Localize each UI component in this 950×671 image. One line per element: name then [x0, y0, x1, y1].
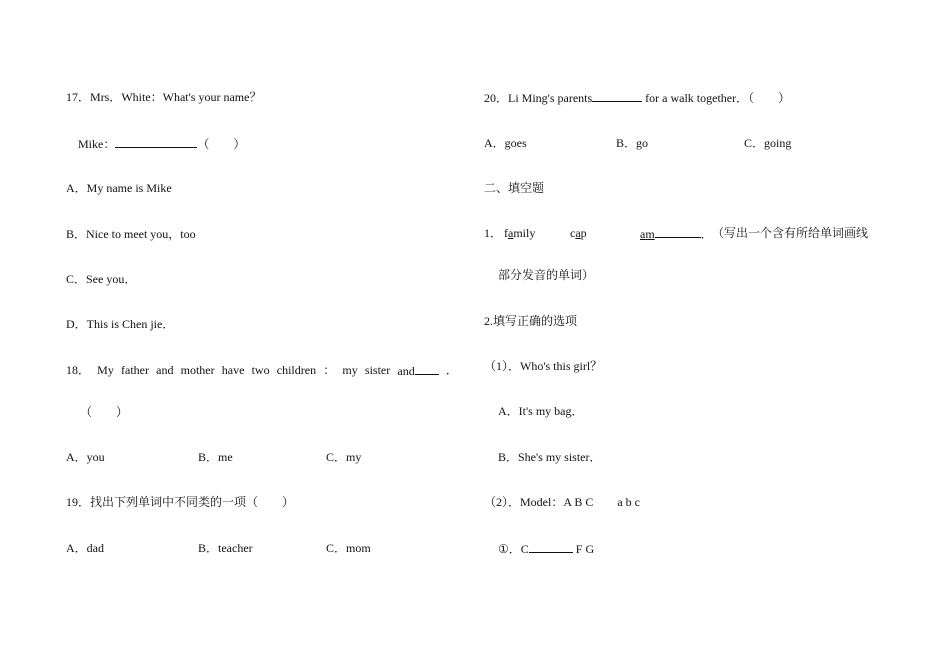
- q17-option-c[interactable]: C．See you．: [66, 272, 137, 286]
- q19-option-c[interactable]: C．mom: [326, 541, 371, 555]
- fill1-word-family: family: [504, 226, 536, 240]
- fill1-line: [484, 226, 884, 240]
- q18-option-b[interactable]: B．me: [198, 450, 233, 464]
- q17-reply-speaker: Mike：: [78, 137, 116, 151]
- q18-answer-paren[interactable]: （ ）: [80, 405, 129, 419]
- fill1-instruction: （写出一个含有所给单词画线: [712, 226, 869, 240]
- q20-answer-blank[interactable]: [592, 90, 642, 102]
- fill1-word-cap: cap: [570, 226, 587, 240]
- q18-word: two: [251, 363, 270, 377]
- q17-answer-paren[interactable]: （ ）: [197, 137, 246, 151]
- fill1-number: 1．: [484, 226, 503, 240]
- section-title: 二、填空题: [484, 181, 545, 195]
- q20-options: [484, 136, 824, 150]
- q18-word: have: [221, 363, 245, 377]
- q18-stem: [66, 363, 458, 378]
- q17-option-b[interactable]: B．Nice to meet you，too: [66, 227, 196, 241]
- q19-option-a[interactable]: A．dad: [66, 541, 104, 555]
- q18-word: mother: [180, 363, 215, 377]
- q17-reply: [78, 136, 245, 151]
- fill2-title: 2.填写正确的选项: [484, 314, 578, 328]
- fill1-answer-blank[interactable]: [655, 226, 701, 238]
- q18-answer-blank[interactable]: [415, 363, 439, 375]
- q18-word: children: [276, 363, 317, 377]
- fill2-sub2-model: （2）．Model：A B C a b c: [484, 495, 640, 509]
- q20-option-b[interactable]: B．go: [616, 136, 649, 150]
- q18-word: and: [156, 363, 174, 377]
- q18-options: [66, 450, 406, 464]
- q18-word: 18．: [66, 363, 91, 377]
- q18-word: father: [121, 363, 149, 377]
- q18-word: my: [342, 363, 358, 377]
- q17-option-d[interactable]: D．This is Chen jie．: [66, 317, 175, 331]
- q18-word: sister: [364, 363, 391, 377]
- q18-option-a[interactable]: A．you: [66, 450, 105, 464]
- q17-option-a[interactable]: A．My name is Mike: [66, 181, 172, 195]
- q20-stem: 20．Li Ming's parents for a walk together．（ ）: [484, 91, 791, 105]
- fill1-instruction-cont: 部分发音的单词）: [498, 268, 595, 282]
- q17-stem: 17．Mrs．White：What's your name？: [66, 90, 262, 104]
- fill2-sub2-answer-blank[interactable]: [529, 541, 573, 553]
- fill2-sub2-item: ①．C F G: [498, 542, 595, 556]
- q17-answer-blank[interactable]: [115, 136, 197, 148]
- q18-word: My: [97, 363, 114, 377]
- q20-option-a[interactable]: A．goes: [484, 136, 527, 150]
- q18-word: ．: [445, 363, 458, 377]
- q20-option-c[interactable]: C．going: [744, 136, 792, 150]
- q18-blank-group: and: [397, 363, 438, 378]
- fill2-sub1-question: （1）．Who's this girl？: [484, 359, 603, 373]
- q19-options: [66, 541, 406, 555]
- q19-option-b[interactable]: B．teacher: [198, 541, 253, 555]
- fill1-word-am: am ．: [640, 227, 713, 241]
- fill2-sub1-option-a[interactable]: A．It's my bag．: [498, 404, 584, 418]
- q19-stem: 19．找出下列单词中不同类的一项（ ）: [66, 495, 295, 509]
- fill2-sub1-option-b[interactable]: B．She's my sister．: [498, 450, 602, 464]
- q18-word: ：: [323, 363, 336, 377]
- q18-option-c[interactable]: C．my: [326, 450, 362, 464]
